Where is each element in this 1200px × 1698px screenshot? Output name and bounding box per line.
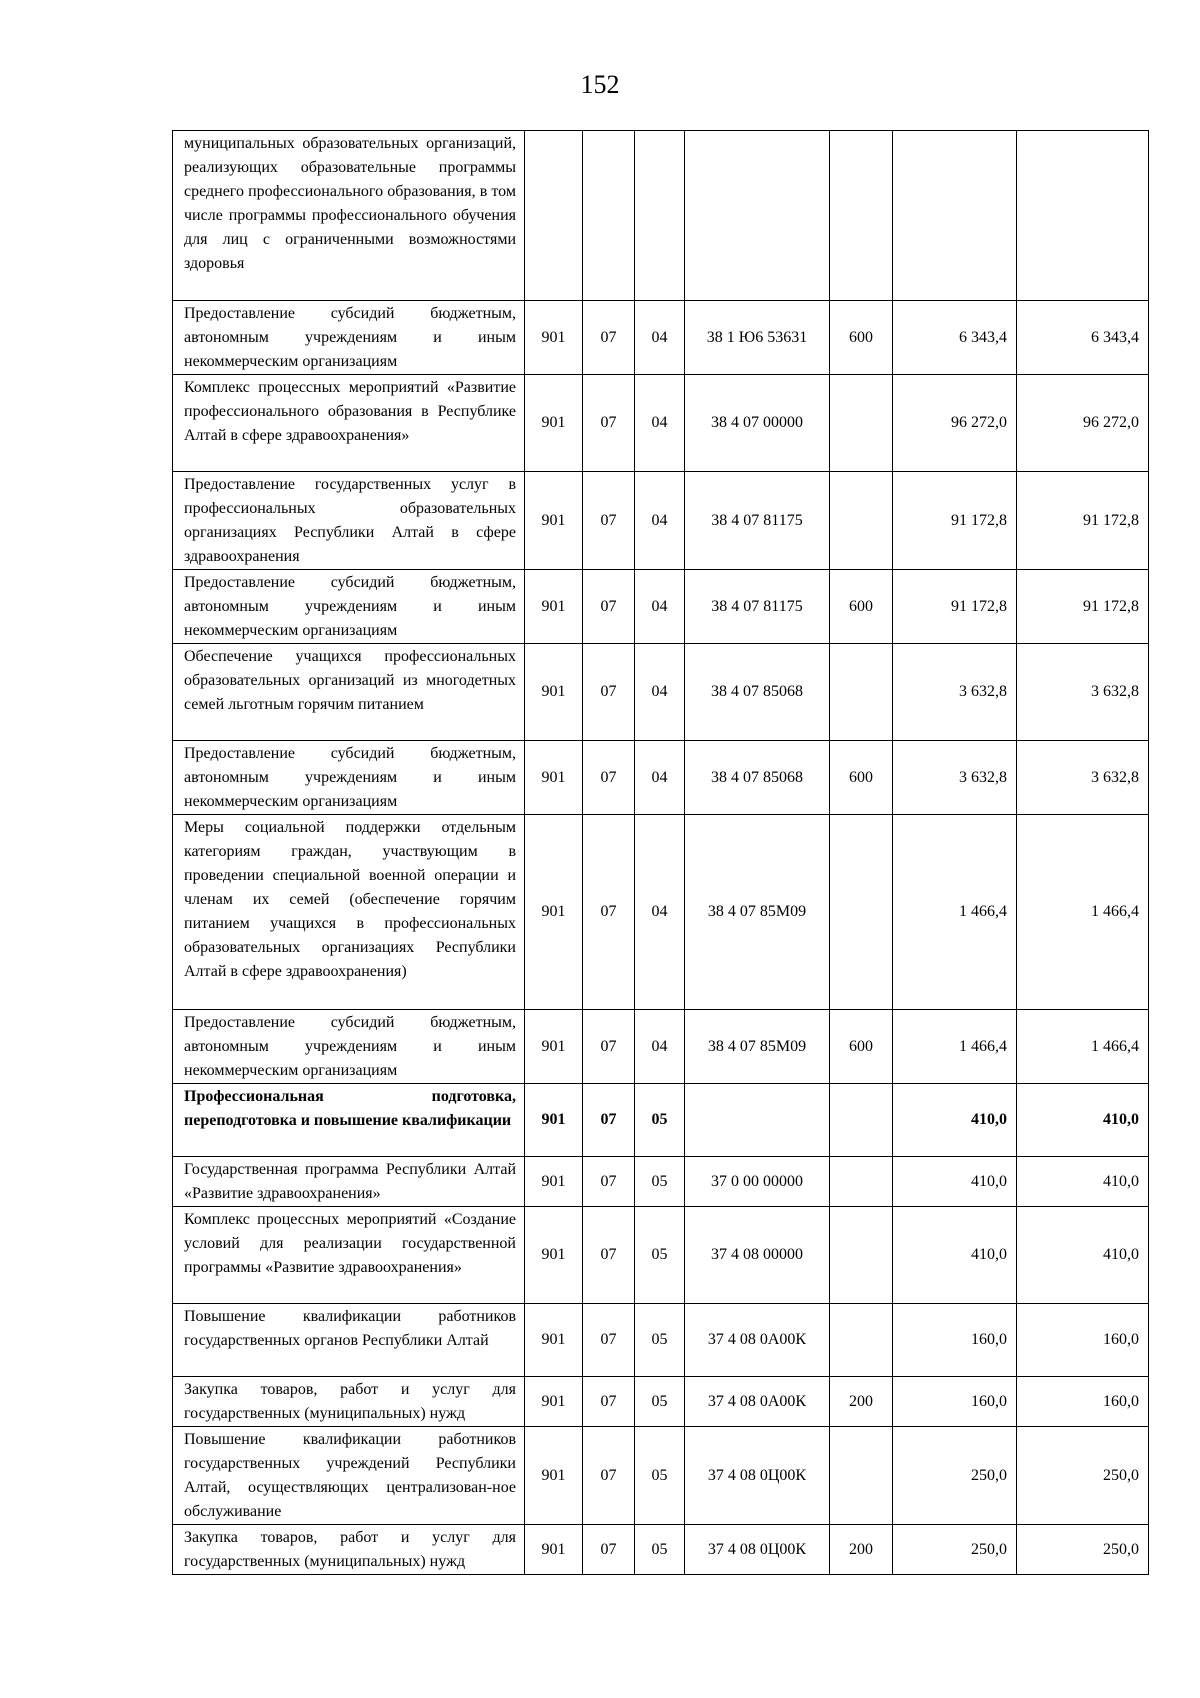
- row-subsection-cell: 05: [635, 1207, 685, 1304]
- row-subsection-cell: 05: [635, 1304, 685, 1377]
- row-subsection-cell: [635, 131, 685, 301]
- row-subsection-cell: 04: [635, 472, 685, 570]
- row-amount-2-cell: 6 343,4: [1017, 301, 1149, 375]
- row-grbs-cell: 901: [525, 1525, 583, 1575]
- table-row: [173, 1427, 1149, 1525]
- row-section-cell: 07: [583, 1157, 635, 1207]
- table-row: [173, 375, 1149, 472]
- row-amount-1-cell: 250,0: [893, 1427, 1017, 1525]
- row-target-article-cell: 38 4 07 85М09: [685, 815, 830, 1010]
- row-grbs-cell: 901: [525, 1207, 583, 1304]
- row-section-cell: 07: [583, 1377, 635, 1427]
- row-amount-2-cell: 3 632,8: [1017, 741, 1149, 815]
- row-amount-1-cell: 410,0: [893, 1157, 1017, 1207]
- row-amount-2-cell: 410,0: [1017, 1207, 1149, 1304]
- row-target-article-cell: [685, 1084, 830, 1157]
- table-row: [173, 472, 1149, 570]
- row-section-cell: 07: [583, 1525, 635, 1575]
- row-name-cell: Закупка товаров, работ и услуг для государственных (муниципальных) нужд: [173, 1525, 525, 1575]
- row-amount-1-cell: 1 466,4: [893, 815, 1017, 1010]
- row-grbs-cell: 901: [525, 644, 583, 741]
- row-expense-type-cell: 600: [830, 301, 893, 375]
- row-subsection-cell: 05: [635, 1427, 685, 1525]
- row-amount-2-cell: 1 466,4: [1017, 815, 1149, 1010]
- row-section-cell: 07: [583, 1207, 635, 1304]
- row-grbs-cell: 901: [525, 1427, 583, 1525]
- row-amount-2-cell: [1017, 131, 1149, 301]
- table-row: [173, 1010, 1149, 1084]
- row-amount-1-cell: 160,0: [893, 1304, 1017, 1377]
- row-target-article-cell: 38 4 07 81175: [685, 472, 830, 570]
- budget-table-body: [173, 131, 1149, 1575]
- row-amount-1-cell: 250,0: [893, 1525, 1017, 1575]
- row-target-article-cell: 38 4 07 85М09: [685, 1010, 830, 1084]
- row-grbs-cell: 901: [525, 1377, 583, 1427]
- row-amount-1-cell: 91 172,8: [893, 472, 1017, 570]
- row-expense-type-cell: [830, 1157, 893, 1207]
- row-expense-type-cell: [830, 644, 893, 741]
- row-section-cell: 07: [583, 472, 635, 570]
- row-section-cell: 07: [583, 301, 635, 375]
- row-amount-1-cell: 410,0: [893, 1084, 1017, 1157]
- table-row: [173, 815, 1149, 1010]
- row-amount-1-cell: 6 343,4: [893, 301, 1017, 375]
- row-amount-1-cell: 3 632,8: [893, 741, 1017, 815]
- table-row: [173, 1525, 1149, 1575]
- row-name-cell: Предоставление субсидий бюджетным, автономным учреждениям и иным некоммерческим организациям: [173, 1010, 525, 1084]
- row-amount-1-cell: 3 632,8: [893, 644, 1017, 741]
- row-subsection-cell: 04: [635, 1010, 685, 1084]
- row-grbs-cell: 901: [525, 375, 583, 472]
- row-name-cell: Государственная программа Республики Алтай «Развитие здравоохранения»: [173, 1157, 525, 1207]
- row-expense-type-cell: 600: [830, 1010, 893, 1084]
- row-amount-2-cell: 160,0: [1017, 1377, 1149, 1427]
- row-section-cell: 07: [583, 741, 635, 815]
- table-row: [173, 1377, 1149, 1427]
- table-row: [173, 1304, 1149, 1377]
- table-row: [173, 741, 1149, 815]
- row-expense-type-cell: [830, 131, 893, 301]
- row-name-cell: Комплекс процессных мероприятий «Развитие профессионального образования в Республике Алтай в сфере здравоохранения»: [173, 375, 525, 472]
- row-grbs-cell: 901: [525, 741, 583, 815]
- row-subsection-cell: 04: [635, 301, 685, 375]
- row-section-cell: 07: [583, 1084, 635, 1157]
- row-name-cell: Закупка товаров, работ и услуг для государственных (муниципальных) нужд: [173, 1377, 525, 1427]
- row-target-article-cell: 38 4 07 81175: [685, 570, 830, 644]
- row-amount-2-cell: 91 172,8: [1017, 570, 1149, 644]
- row-section-cell: 07: [583, 570, 635, 644]
- row-amount-2-cell: 96 272,0: [1017, 375, 1149, 472]
- row-amount-1-cell: 91 172,8: [893, 570, 1017, 644]
- row-grbs-cell: 901: [525, 1157, 583, 1207]
- row-grbs-cell: 901: [525, 815, 583, 1010]
- row-subsection-cell: 04: [635, 815, 685, 1010]
- table-row: [173, 131, 1149, 301]
- table-row: [173, 1084, 1149, 1157]
- row-section-cell: 07: [583, 1304, 635, 1377]
- row-amount-2-cell: 91 172,8: [1017, 472, 1149, 570]
- row-expense-type-cell: 200: [830, 1525, 893, 1575]
- row-target-article-cell: 37 0 00 00000: [685, 1157, 830, 1207]
- row-name-cell: Комплекс процессных мероприятий «Создание условий для реализации государственной программы «Развитие здравоохранения»: [173, 1207, 525, 1304]
- row-expense-type-cell: 600: [830, 570, 893, 644]
- row-expense-type-cell: 200: [830, 1377, 893, 1427]
- row-name-cell: муниципальных образовательных организаций, реализующих образовательные программы среднего профессионального образования, в том числе программы профессионального обучения для лиц с ограниченными возможностями здоровья: [173, 131, 525, 301]
- row-amount-2-cell: 1 466,4: [1017, 1010, 1149, 1084]
- row-expense-type-cell: [830, 815, 893, 1010]
- row-target-article-cell: 38 4 07 85068: [685, 741, 830, 815]
- row-subsection-cell: 05: [635, 1084, 685, 1157]
- row-subsection-cell: 05: [635, 1525, 685, 1575]
- row-grbs-cell: 901: [525, 472, 583, 570]
- row-amount-2-cell: 160,0: [1017, 1304, 1149, 1377]
- row-expense-type-cell: [830, 1427, 893, 1525]
- row-amount-2-cell: 250,0: [1017, 1525, 1149, 1575]
- row-name-cell: Профессиональная подготовка, переподготовка и повышение квалификации: [173, 1084, 525, 1157]
- row-target-article-cell: 37 4 08 0Ц00К: [685, 1427, 830, 1525]
- row-name-cell: Предоставление субсидий бюджетным, автономным учреждениям и иным некоммерческим организациям: [173, 741, 525, 815]
- table-row: [173, 644, 1149, 741]
- row-section-cell: [583, 131, 635, 301]
- row-target-article-cell: 38 1 Ю6 53631: [685, 301, 830, 375]
- row-expense-type-cell: 600: [830, 741, 893, 815]
- row-subsection-cell: 04: [635, 741, 685, 815]
- row-amount-2-cell: 3 632,8: [1017, 644, 1149, 741]
- row-target-article-cell: [685, 131, 830, 301]
- row-name-cell: Обеспечение учащихся профессиональных образовательных организаций из многодетных семей льготным горячим питанием: [173, 644, 525, 741]
- row-grbs-cell: 901: [525, 1304, 583, 1377]
- row-target-article-cell: 37 4 08 00000: [685, 1207, 830, 1304]
- row-grbs-cell: 901: [525, 1010, 583, 1084]
- row-section-cell: 07: [583, 1427, 635, 1525]
- row-target-article-cell: 38 4 07 00000: [685, 375, 830, 472]
- table-row: [173, 1207, 1149, 1304]
- row-name-cell: Повышение квалификации работников государственных органов Республики Алтай: [173, 1304, 525, 1377]
- row-subsection-cell: 05: [635, 1157, 685, 1207]
- row-grbs-cell: [525, 131, 583, 301]
- row-section-cell: 07: [583, 815, 635, 1010]
- table-row: [173, 1157, 1149, 1207]
- row-subsection-cell: 05: [635, 1377, 685, 1427]
- row-amount-1-cell: [893, 131, 1017, 301]
- budget-table: [172, 130, 1149, 1575]
- row-amount-1-cell: 410,0: [893, 1207, 1017, 1304]
- row-subsection-cell: 04: [635, 570, 685, 644]
- row-target-article-cell: 38 4 07 85068: [685, 644, 830, 741]
- row-amount-1-cell: 160,0: [893, 1377, 1017, 1427]
- row-grbs-cell: 901: [525, 301, 583, 375]
- row-subsection-cell: 04: [635, 644, 685, 741]
- row-expense-type-cell: [830, 1084, 893, 1157]
- row-amount-2-cell: 410,0: [1017, 1084, 1149, 1157]
- page-number: 152: [580, 70, 620, 99]
- table-row: [173, 301, 1149, 375]
- row-expense-type-cell: [830, 1304, 893, 1377]
- table-row: [173, 570, 1149, 644]
- row-expense-type-cell: [830, 375, 893, 472]
- row-grbs-cell: 901: [525, 570, 583, 644]
- row-subsection-cell: 04: [635, 375, 685, 472]
- row-name-cell: Повышение квалификации работников государственных учреждений Республики Алтай, осуществляющих централизован-ное обслуживание: [173, 1427, 525, 1525]
- row-target-article-cell: 37 4 08 0А00К: [685, 1377, 830, 1427]
- row-section-cell: 07: [583, 644, 635, 741]
- row-section-cell: 07: [583, 375, 635, 472]
- row-amount-2-cell: 250,0: [1017, 1427, 1149, 1525]
- row-target-article-cell: 37 4 08 0Ц00К: [685, 1525, 830, 1575]
- row-section-cell: 07: [583, 1010, 635, 1084]
- row-amount-2-cell: 410,0: [1017, 1157, 1149, 1207]
- row-name-cell: Предоставление государственных услуг в профессиональных образовательных организациях Республики Алтай в сфере здравоохранения: [173, 472, 525, 570]
- row-expense-type-cell: [830, 472, 893, 570]
- row-name-cell: Предоставление субсидий бюджетным, автономным учреждениям и иным некоммерческим организациям: [173, 570, 525, 644]
- row-grbs-cell: 901: [525, 1084, 583, 1157]
- row-name-cell: Меры социальной поддержки отдельным категориям граждан, участвующим в проведении специальной военной операции и членам их семей (обеспечение горячим питанием учащихся в профессиональных образовательных организациях Республики Алтай в сфере здравоохранения): [173, 815, 525, 1010]
- row-amount-1-cell: 1 466,4: [893, 1010, 1017, 1084]
- row-amount-1-cell: 96 272,0: [893, 375, 1017, 472]
- row-target-article-cell: 37 4 08 0А00К: [685, 1304, 830, 1377]
- row-expense-type-cell: [830, 1207, 893, 1304]
- row-name-cell: Предоставление субсидий бюджетным, автономным учреждениям и иным некоммерческим организациям: [173, 301, 525, 375]
